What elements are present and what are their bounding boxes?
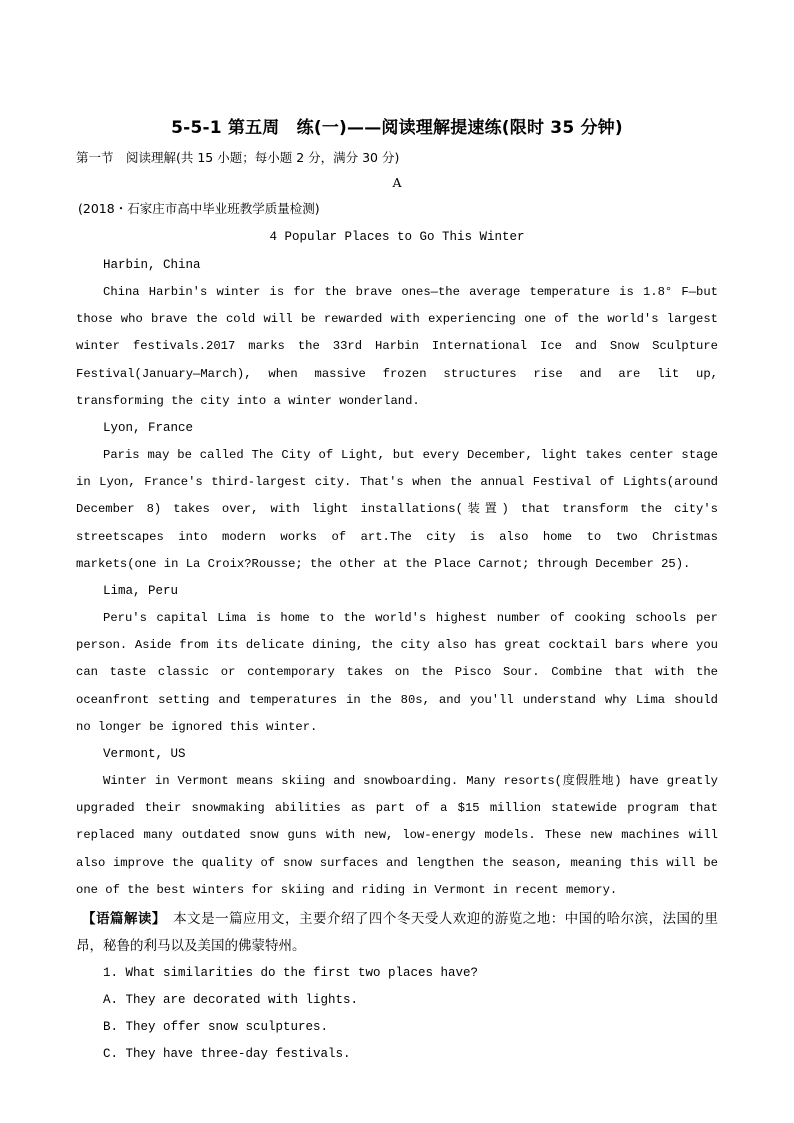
place-paragraph-lima: Peru's capital Lima is home to the world's highest number of cooking schools per person. Aside from its delicate dining, the city also has great cocktail bars where you can taste classic or contemporary takes on the Pisco Sour. Combine that with the oceanfront setting and temperatures in the 80s, and you'll understand why Lima should no longer be ignored this winter. (76, 611, 718, 734)
option-a[interactable]: A. They are decorated with lights. (103, 993, 359, 1008)
question-1: 1. What similarities do the first two places have? (103, 966, 479, 981)
source-note: (2018・石家庄市高中毕业班教学质量检测) (78, 201, 320, 216)
article-title: 4 Popular Places to Go This Winter (269, 230, 525, 244)
option-b[interactable]: B. They offer snow sculptures. (103, 1020, 329, 1035)
interpretation-text: 本文是一篇应用文，主要介绍了四个冬天受人欢迎的游览之地：中国的哈尔滨，法国的里昂，秘鲁的利马以及美国的佛蒙特州。 (76, 911, 719, 955)
part-label: A (392, 175, 402, 190)
place-paragraph-harbin: China Harbin's winter is for the brave ones—the average temperature is 1.8° F—but those who brave the cold will be rewarded with experiencing one of the world's largest winter festivals.2017 marks the 33rd Harbin International Ice and Snow Sculpture Festival(January—March), when massive frozen structures rise and are lit up, transforming the city into a winter wonderland. (76, 285, 718, 408)
place-name-lyon: Lyon, France (103, 421, 194, 436)
place-paragraph-vermont: Winter in Vermont means skiing and snowboarding. Many resorts(度假胜地) have greatly upgraded their snowmaking abilities as part of a $15 million statewide program that replaced many outdated snow guns with new, low-energy models. These new machines will also improve the quality of snow surfaces and lengthen the season, meaning this will be one of the best winters for skiing and riding in Vermont in recent memory. (76, 774, 718, 897)
passage-interpretation (76, 906, 718, 960)
place-name-harbin: Harbin, China (103, 258, 201, 272)
place-name-vermont: Vermont, US (103, 747, 186, 762)
place-paragraph-lyon: Paris may be called The City of Light, but every December, light takes center stage in Lyon, France's third-largest city. That's when the annual Festival of Lights(around December 8) takes over, with light installations(装置) that transform the city's streetscapes into modern works of art.The city is also home to two Christmas markets(one in La Croix?Rousse; the other at the Place Carnot; through December 25). (76, 448, 718, 571)
option-c[interactable]: C. They have three-day festivals. (103, 1047, 351, 1062)
document-page (76, 116, 718, 1068)
page-title: 5-5-1 第五周 练(一)——阅读理解提速练(限时 35 分钟) (171, 118, 623, 138)
section-header: 第一节 阅读理解(共 15 小题；每小题 2 分，满分 30 分) (76, 150, 400, 165)
place-name-lima: Lima, Peru (103, 584, 179, 599)
interpretation-tag: 【语篇解读】 (82, 911, 160, 928)
